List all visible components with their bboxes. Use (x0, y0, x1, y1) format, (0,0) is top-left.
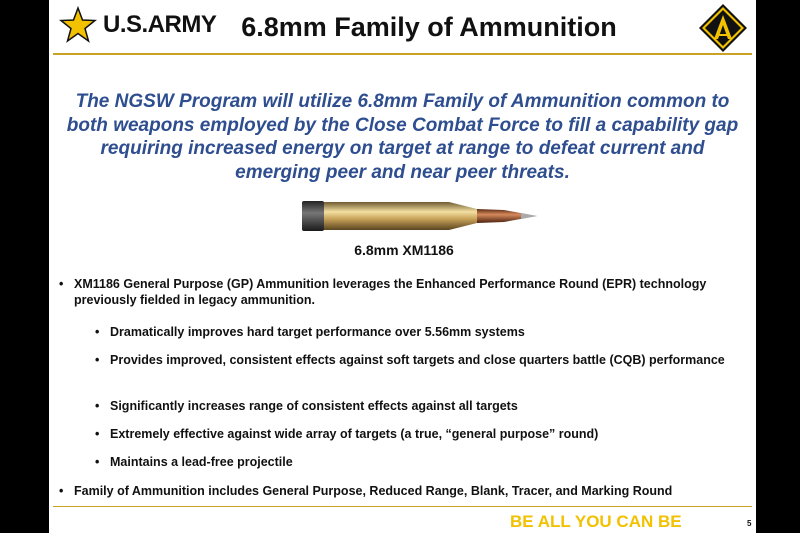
sub-bullet (95, 426, 745, 442)
bullet-dot: • (59, 277, 64, 291)
sub-bullet (95, 398, 745, 414)
bullet-text: Significantly increases range of consistent effects against all targets (110, 399, 518, 413)
sub-bullet (95, 454, 745, 470)
bullet-text: Family of Ammunition includes General Purpose, Reduced Range, Blank, Tracer, and Marking Round (74, 484, 673, 498)
brand-wordmark: U.S.ARMY (103, 11, 217, 38)
cartridge-image (299, 196, 539, 236)
bullet-text: Extremely effective against wide array of targets (a true, “general purpose” round) (110, 427, 599, 441)
army-futures-command-emblem-icon (698, 3, 748, 53)
footer-tagline: BE ALL YOU CAN BE (510, 512, 682, 531)
bullet-dot: • (95, 325, 100, 339)
slide-title: 6.8mm Family of Ammunition (241, 12, 617, 42)
slide (49, 0, 756, 533)
figure-caption: 6.8mm XM1186 (354, 242, 454, 258)
bullet-text: Maintains a lead-free projectile (110, 455, 293, 469)
bullet-dot: • (95, 455, 100, 469)
bullet-dot: • (59, 484, 64, 498)
bullet-main-2 (59, 483, 749, 499)
header-rule (53, 53, 752, 55)
army-star-icon (59, 6, 97, 44)
sub-bullet (95, 352, 745, 368)
bullet-text: Dramatically improves hard target performance over 5.56mm systems (110, 325, 525, 339)
page-number: 5 (747, 519, 752, 528)
bullet-text: XM1186 General Purpose (GP) Ammunition leverages the Enhanced Performance Round (EPR) technology previously fielded in legacy ammunition. (74, 277, 707, 307)
sub-bullet (95, 324, 745, 340)
bullet-main-1 (59, 276, 749, 308)
bullet-dot: • (95, 353, 100, 367)
army-logo (59, 5, 219, 45)
bullet-dot: • (95, 427, 100, 441)
subtitle: The NGSW Program will utilize 6.8mm Family of Ammunition common to both weapons employed by the Close Combat Force to fill a capability gap requiring increased energy on target at range to defeat current and emerging peer and near peer threats. (66, 91, 739, 183)
footer-rule (53, 506, 752, 507)
header (49, 0, 756, 56)
bullet-text: Provides improved, consistent effects against soft targets and close quarters battle (CQB) performance (110, 353, 725, 367)
bullet-dot: • (95, 399, 100, 413)
